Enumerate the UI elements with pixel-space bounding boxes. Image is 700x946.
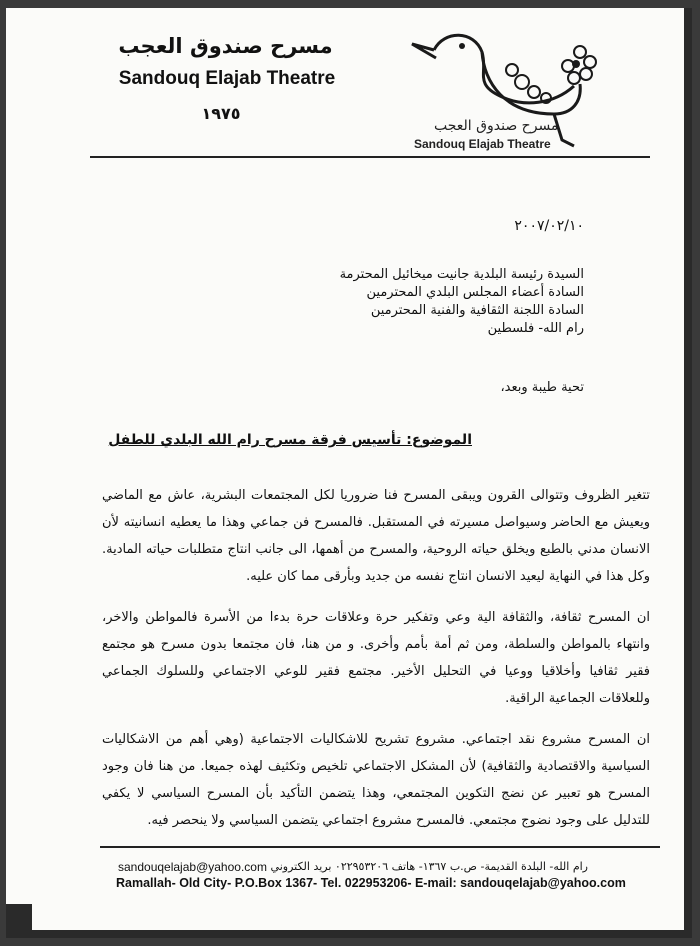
theatre-name-arabic: مسرح صندوق العجب [118, 34, 333, 58]
recipient-line: السادة اللجنة الثقافية والفنية المحترمين [370, 303, 584, 318]
header-divider [90, 156, 650, 158]
recipient-line: السيدة رئيسة البلدية جانيت ميخائيل المحترمة [339, 267, 584, 282]
recipient-location: رام الله- فلسطين [487, 321, 584, 336]
logo-caption-english: Sandouq Elajab Theatre [414, 137, 551, 151]
body-paragraph: ان المسرح ثقافة، والثقافة الية وعي وتفكير حرة وعلاقات حرة بدءا من الأسرة فالمواطن والاخر، وانتهاء بالمواطن والسلطة، ومن ثم أمة بأمم وأخرى. و من هنا، فان مجتمعا بدون مسرح هو مجتمع فقير ثقافيا وأخلاقيا ووعيا في التحليل الأخير. مجتمع فقير للوعي الاجتماعي وللسلوك الجماعي وللعلاقات الجماعية الراقية. [102, 610, 650, 706]
footer-address-arabic: رام الله- البلدة القديمة- ص.ب ١٣٦٧- هاتف ٠٢٢٩٥٣٢٠٦ بريد الكتروني [270, 860, 588, 873]
footer-address-english: Ramallah- Old City- P.O.Box 1367- Tel. 022953206- E-mail: sandouqelajab@yahoo.com [116, 876, 626, 890]
footer-divider [100, 846, 660, 848]
recipients-block [164, 266, 584, 338]
founding-year: ١٩٧٥ [201, 104, 241, 123]
theatre-name-english: Sandouq Elajab Theatre [118, 68, 336, 89]
footer-line-arabic [118, 860, 588, 874]
greeting: تحية طيبة وبعد، [500, 380, 584, 395]
footer-email[interactable]: sandouqelajab@yahoo.com [118, 860, 267, 874]
body-paragraph: تتغير الظروف وتتوالى القرون ويبقى المسرح فنا ضروريا لكل المجتمعات البشرية، عاش مع الماضي ويعيش مع الحاضر وسيواصل مسيرته في المستقبل. فالمسرح فن جماعي وهذا ما يعطيه انسانيته لأن الانسان مدني بالطبع ويخلق حياته الروحية، والمسرح من أهمها، الى جانب انتاج متطلبات حياته المادية. وكل هذا في النهاية ليعيد الانسان انتاج نفسه من جديد وبأرقى مما كان عليه. [102, 488, 650, 584]
subject-line: الموضوع: تأسيس فرقة مسرح رام الله البلدي للطفل [108, 432, 472, 448]
letter-date: ٢٠٠٧/٠٢/١٠ [514, 218, 584, 234]
scan-corner [6, 904, 32, 930]
letter-page [6, 8, 692, 938]
body-paragraph: ان المسرح مشروع نقد اجتماعي. مشروع تشريح للاشكاليات الاجتماعية (وهي أهم من الاشكاليات السياسية والاقتصادية والثقافية) لأن المشكل الاجتماعي تلخيص وتكثيف لهذه جميعا. من هنا فان وجود المسرح هو تعبير عن نضج التكوين المجتمعي، وهذا يتضمن التأكيد بأن المسرح السياسي لا يكفي للتدليل على وجود نضوج مجتمعي. فالمسرح مشروع اجتماعي يتضمن السياسي ولا ينحصر فيه. [102, 732, 650, 828]
recipient-line: السادة أعضاء المجلس البلدي المحترمين [366, 285, 584, 300]
letter-body [102, 482, 650, 848]
logo-caption-arabic: مسرح صندوق العجب [434, 118, 559, 134]
